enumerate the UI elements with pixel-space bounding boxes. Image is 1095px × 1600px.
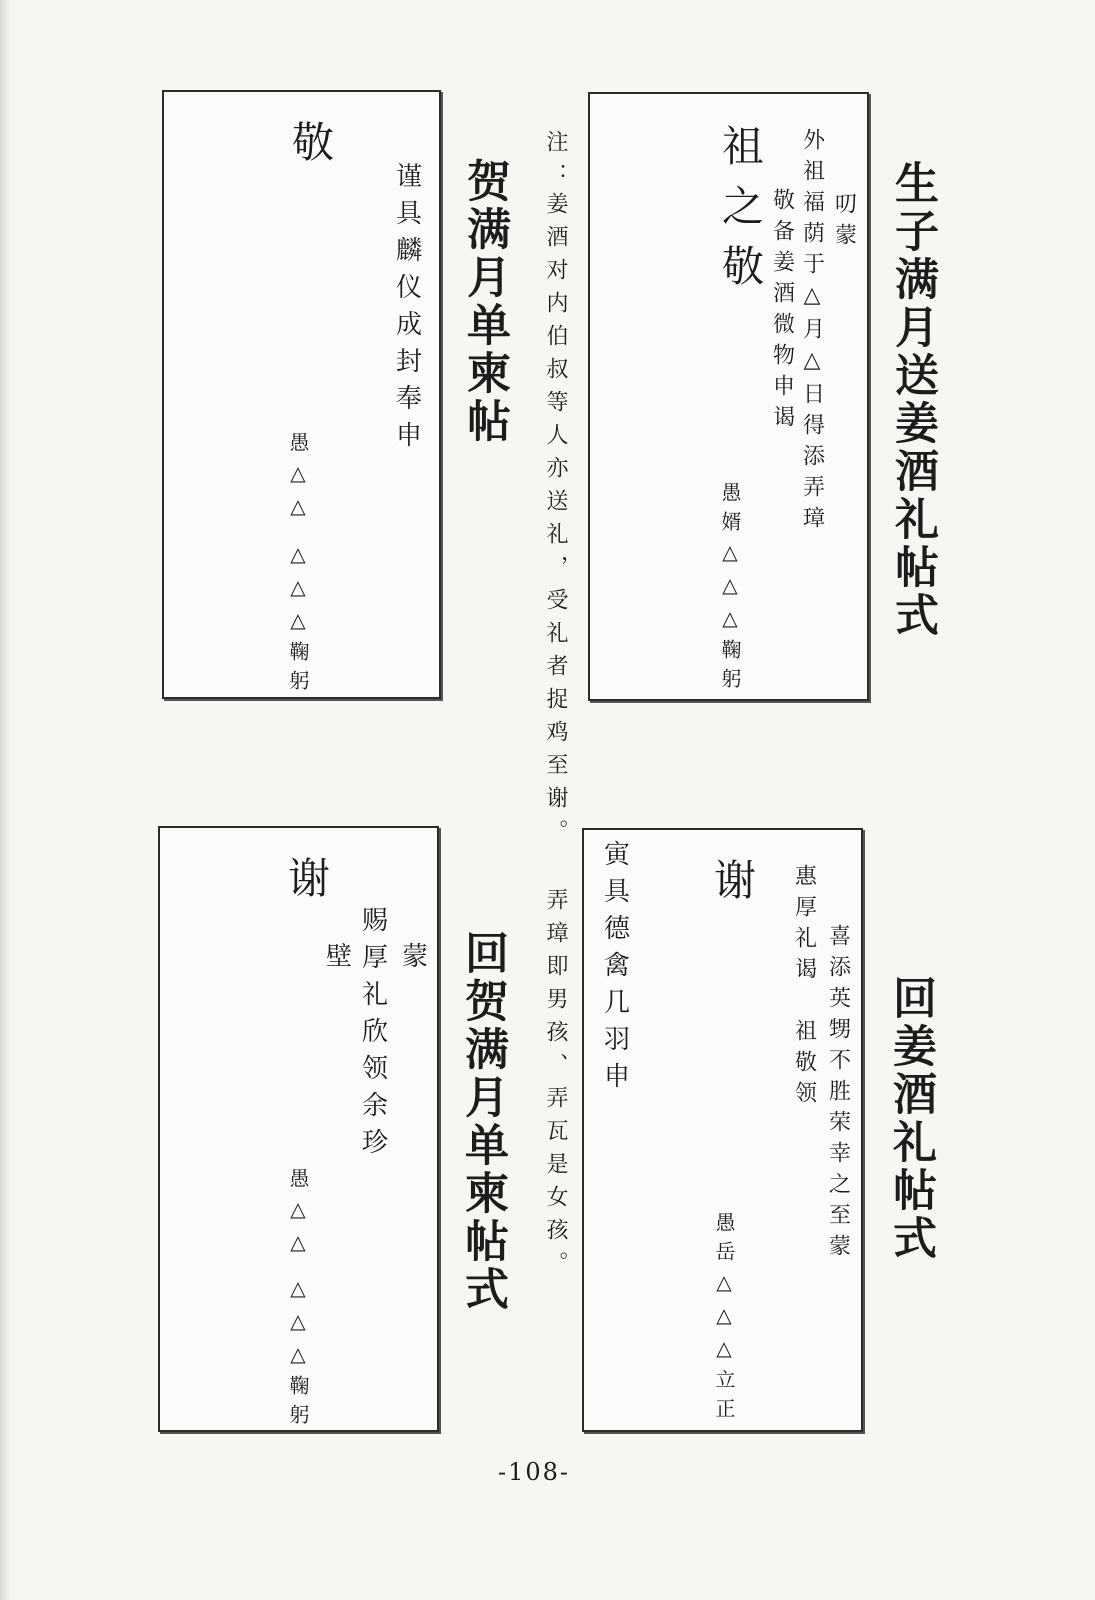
congrats-card — [162, 90, 441, 699]
section-title-congrats: 贺满月单柬帖 — [459, 158, 510, 446]
card-signature: 愚婿△△△鞠躬 — [718, 482, 742, 697]
card-line: 喜添英甥不胜荣幸之至蒙 — [825, 924, 851, 1265]
card-signature: 愚△△ — [286, 1168, 310, 1263]
card-line: 叨蒙 — [831, 192, 857, 254]
card-honorific: 敬 — [286, 120, 335, 180]
card-line: 惠厚礼谒 祖敬领 — [791, 864, 817, 1112]
card-line: 赐厚礼欣领余珍 — [357, 906, 388, 1165]
card-signature: △△△鞠躬 — [286, 1276, 310, 1433]
page-number: -108- — [498, 1458, 571, 1486]
card-honorific: 谢 — [708, 858, 757, 918]
card-line: 蒙 — [397, 942, 428, 979]
ginger-wine-card — [588, 92, 869, 701]
note-label: 注： — [543, 130, 568, 196]
section-title-reply-congrats: 回贺满月单柬帖式 — [457, 930, 508, 1314]
section-title-reply-ginger: 回姜酒礼帖式 — [885, 975, 936, 1263]
card-line: 寅具德禽几羽申 — [599, 840, 630, 1099]
card-line: 壁 — [321, 942, 352, 979]
page-edge-shadow — [0, 0, 10, 1600]
card-honorific: 谢 — [282, 856, 331, 916]
card-line: 外祖福荫于△月△日得添弄璋 — [799, 128, 825, 537]
card-signature: 愚岳△△△立正 — [712, 1212, 736, 1427]
note-text: 姜酒对内伯叔等人亦送礼，受礼者捉鸡至谢。 — [543, 192, 568, 852]
card-signature: △△△鞠躬 — [286, 542, 310, 699]
reply-ginger-card — [582, 828, 863, 1432]
reply-congrats-card — [158, 826, 439, 1432]
card-line: 谨具麟仪成封奉申 — [391, 162, 422, 458]
section-title-ginger-wine: 生子满月送姜酒礼帖式 — [887, 160, 938, 640]
note-text: 弄璋即男孩、弄瓦是女孩。 — [543, 888, 568, 1284]
card-signature: 愚△△ — [286, 432, 310, 527]
card-honorific: 祖之敬 — [716, 124, 765, 304]
card-line: 敬备姜酒微物申谒 — [769, 188, 795, 436]
